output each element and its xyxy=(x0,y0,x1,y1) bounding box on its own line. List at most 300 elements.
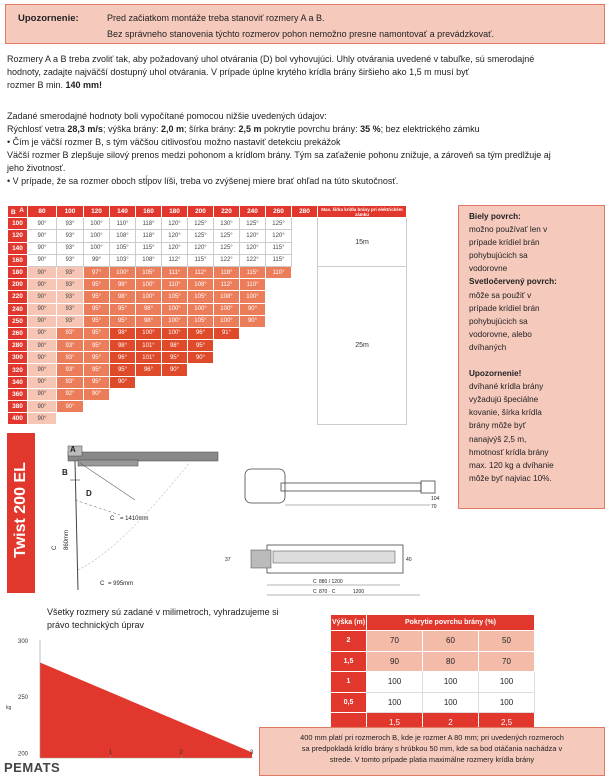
label-a: A xyxy=(70,445,76,454)
col-header: 120 xyxy=(84,206,110,218)
intro-line-3a: rozmer B min. xyxy=(7,80,66,90)
side-line: vyžadujú špeciálne xyxy=(469,395,539,405)
angle-cell: 100° xyxy=(162,315,188,327)
spec-text xyxy=(7,110,605,188)
side-line: nanajvýš 2,5 m, xyxy=(469,434,527,444)
chart-y-label: kg xyxy=(6,705,12,711)
spec-line-1: Zadané smerodajné hodnoty boli vypočítané pomocou nižšie uvedených údajov: xyxy=(7,111,327,121)
angle-cell: 93° xyxy=(57,327,84,339)
angle-cell xyxy=(188,376,214,388)
angle-cell: 105° xyxy=(188,291,214,303)
angle-cell: 90° xyxy=(110,376,136,388)
angle-cell: 90° xyxy=(28,242,57,254)
col-header: 100 xyxy=(57,206,84,218)
angle-cell: 90° xyxy=(28,340,57,352)
chart-x-tick: 3 xyxy=(250,750,254,756)
coverage-cell: 50 xyxy=(479,631,535,652)
angle-cell xyxy=(188,413,214,425)
row-header: 360 xyxy=(8,388,28,400)
notice-label: Upozornenie: xyxy=(18,13,79,24)
angle-cell: 100° xyxy=(136,327,162,339)
angle-cell: 120° xyxy=(240,242,266,254)
chart-x-tick: 2 xyxy=(179,750,183,756)
side-line: môže byť najviac 10%. xyxy=(469,473,552,483)
angle-cell: 90° xyxy=(28,315,57,327)
col-header: 140 xyxy=(110,206,136,218)
angle-cell xyxy=(136,401,162,413)
angle-cell: 101° xyxy=(136,340,162,352)
dim-c-1-val: = 1410mm xyxy=(120,516,149,522)
intro-line-1: Rozmery A a B treba zvoliť tak, aby požadovaný uhol otvárania (D) bol vyhovujúci. Uhly otvárania uvedené v tabuľke, sú smerodajné xyxy=(7,54,535,64)
angle-cell: 100° xyxy=(84,242,110,254)
label-b: B xyxy=(62,468,68,477)
angle-cell xyxy=(136,376,162,388)
angle-cell xyxy=(136,413,162,425)
angle-cell: 120° xyxy=(162,230,188,242)
angle-cell: 95° xyxy=(84,376,110,388)
row-header: 300 xyxy=(8,352,28,364)
angle-cell xyxy=(188,388,214,400)
notice-line-2: Bez správneho stanovenia týchto rozmerov pohon nemožno presne namontovať a prevádzkovať. xyxy=(107,29,494,39)
angle-cell: 95° xyxy=(84,315,110,327)
angle-cell: 108° xyxy=(136,254,162,266)
angle-cell: 100° xyxy=(214,315,240,327)
angle-cell: 99° xyxy=(84,254,110,266)
angle-cell: 90° xyxy=(28,327,57,339)
angle-cell: 100° xyxy=(162,303,188,315)
angle-cell: 103° xyxy=(110,254,136,266)
angle-cell: 108° xyxy=(188,279,214,291)
angle-cell xyxy=(266,352,292,364)
height-value: 1 xyxy=(331,672,367,693)
side-line: dvíhaných xyxy=(469,342,507,352)
angle-cell xyxy=(266,327,292,339)
angle-cell: 98° xyxy=(136,303,162,315)
angle-cell: 95° xyxy=(84,352,110,364)
col-header: 220 xyxy=(214,206,240,218)
angle-cell xyxy=(292,315,318,327)
notice-box xyxy=(5,4,605,44)
actuator-drawing xyxy=(225,455,457,603)
coverage-row xyxy=(331,692,535,713)
angle-cell: 100° xyxy=(188,303,214,315)
angle-cell: 97° xyxy=(84,266,110,278)
col-header: 200 xyxy=(188,206,214,218)
note-line-1: Všetky rozmery sú zadané v milimetroch, vyhradzujeme si xyxy=(47,607,279,617)
angle-cell: 90° xyxy=(28,230,57,242)
intro-line-3 xyxy=(7,79,597,92)
row-header: 100 xyxy=(8,218,28,230)
angle-cell: 90° xyxy=(28,401,57,413)
angle-cell: 90° xyxy=(28,413,57,425)
angle-cell xyxy=(240,413,266,425)
angle-cell: 120° xyxy=(240,230,266,242)
angle-cell: 100° xyxy=(136,279,162,291)
spec-2d: 2,0 m xyxy=(160,124,184,134)
angle-cell: 90° xyxy=(162,364,188,376)
row-header: 200 xyxy=(8,279,28,291)
angle-cell: 115° xyxy=(188,254,214,266)
coverage-cell: 2,5 xyxy=(479,713,535,734)
spec-2i: ; bez elektrického zámku xyxy=(380,124,480,134)
angle-cell xyxy=(292,303,318,315)
angle-cell xyxy=(292,364,318,376)
side-line: vodorovne xyxy=(469,264,508,274)
angle-cell: 108° xyxy=(214,291,240,303)
angle-cell: 118° xyxy=(214,266,240,278)
angle-cell xyxy=(136,388,162,400)
angle-cell xyxy=(266,376,292,388)
intro-text xyxy=(7,53,597,92)
angle-cell xyxy=(292,352,318,364)
angle-cell xyxy=(292,266,318,278)
angle-cell xyxy=(266,291,292,303)
coverage-table xyxy=(330,614,535,734)
angle-cell xyxy=(188,364,214,376)
side-line: max. 120 kg a dvíhanie xyxy=(469,460,554,470)
coverage-row xyxy=(331,631,535,652)
angle-cell: 98° xyxy=(162,340,188,352)
angle-cell: 125° xyxy=(266,218,292,230)
side-line: kovanie, šírka krídla xyxy=(469,408,542,418)
angle-cell: 100° xyxy=(136,291,162,303)
angle-cell: 95° xyxy=(188,340,214,352)
angle-cell: 105° xyxy=(162,291,188,303)
side-line: brány môže byť xyxy=(469,421,526,431)
angle-cell: 95° xyxy=(110,315,136,327)
angle-cell xyxy=(266,315,292,327)
col-header: 160 xyxy=(136,206,162,218)
angle-cell: 90° xyxy=(28,388,57,400)
angle-cell xyxy=(162,376,188,388)
dim-c-1: C xyxy=(110,516,115,522)
angle-cell: 95° xyxy=(84,327,110,339)
note-text xyxy=(47,606,317,632)
angle-cell xyxy=(292,401,318,413)
angle-cell: 100° xyxy=(162,327,188,339)
angle-cell: 130° xyxy=(214,218,240,230)
angle-cell: 100° xyxy=(84,218,110,230)
row-header: 140 xyxy=(8,242,28,254)
dim-c-2-val: 860mm xyxy=(64,529,70,550)
angle-cell xyxy=(214,401,240,413)
angle-cell: 122° xyxy=(240,254,266,266)
angle-cell: 98° xyxy=(136,315,162,327)
angle-cell: 120° xyxy=(162,218,188,230)
col-header: 260 xyxy=(266,206,292,218)
max-width-15m: 15m xyxy=(318,218,407,267)
spec-2f: 2,5 m xyxy=(238,124,262,134)
col-header: 180 xyxy=(162,206,188,218)
dim-70: 70 xyxy=(431,504,437,510)
intro-line-2: hodnoty, zadajte najväčší dostupný uhol otvárania. V prípade úplne krytého krídla brány širšieho ako 1,5 m musí byť xyxy=(7,67,469,77)
angle-cell: 90° xyxy=(28,291,57,303)
product-name-bar xyxy=(7,433,35,593)
corner-a: A xyxy=(19,207,24,214)
dim-c-total-val: 870 · C xyxy=(319,589,336,595)
angle-cell xyxy=(240,340,266,352)
angle-cell: 98° xyxy=(110,340,136,352)
coverage-cell: 60 xyxy=(423,631,479,652)
chart-area xyxy=(40,662,252,758)
side-line: môže sa použiť v xyxy=(469,290,532,300)
dim-c-3: C xyxy=(100,581,105,587)
coverage-cell: 100 xyxy=(367,692,423,713)
angle-cell: 98° xyxy=(110,327,136,339)
angle-cell xyxy=(214,364,240,376)
angle-cell: 112° xyxy=(188,266,214,278)
angle-table xyxy=(7,205,407,425)
angle-cell: 90° xyxy=(57,401,84,413)
angle-cell: 110° xyxy=(110,218,136,230)
angle-cell: 93° xyxy=(57,303,84,315)
spec-2c: ; výška brány: xyxy=(102,124,161,134)
angle-cell: 95° xyxy=(162,352,188,364)
angle-cell xyxy=(162,401,188,413)
coverage-cell: 1,5 xyxy=(367,713,423,734)
row-header: 220 xyxy=(8,291,28,303)
angle-cell: 115° xyxy=(266,242,292,254)
coverage-header: Pokrytie povrchu brány (%) xyxy=(367,615,535,631)
coverage-cell: 100 xyxy=(479,672,535,693)
height-value: 1,5 xyxy=(331,651,367,672)
angle-cell: 112° xyxy=(214,279,240,291)
angle-cell: 101° xyxy=(136,352,162,364)
angle-cell xyxy=(292,254,318,266)
row-header: 260 xyxy=(8,327,28,339)
angle-cell: 95° xyxy=(84,303,110,315)
dim-c-stroke: C xyxy=(313,579,317,585)
row-header: 340 xyxy=(8,376,28,388)
angle-cell: 115° xyxy=(266,254,292,266)
angle-cell: 110° xyxy=(162,279,188,291)
note-line-2: právo technických úprav xyxy=(47,620,145,630)
row-header: 120 xyxy=(8,230,28,242)
coverage-cell: 70 xyxy=(479,651,535,672)
warning-text xyxy=(469,380,594,485)
height-value: 2 xyxy=(331,631,367,652)
light-red-surface-text xyxy=(469,289,594,354)
angle-cell xyxy=(110,413,136,425)
coverage-cell: 100 xyxy=(423,692,479,713)
angle-cell xyxy=(240,388,266,400)
angle-cell xyxy=(214,413,240,425)
angle-cell: 90° xyxy=(28,218,57,230)
side-line: dvíhané krídla brány xyxy=(469,382,544,392)
row-header: 400 xyxy=(8,413,28,425)
angle-cell: 122° xyxy=(214,254,240,266)
dim-c-total-val2: 1200 xyxy=(353,589,365,595)
angle-cell xyxy=(188,401,214,413)
side-line: prípade krídiel brán xyxy=(469,238,540,248)
angle-cell xyxy=(214,340,240,352)
angle-cell: 90° xyxy=(188,352,214,364)
angle-cell: 105° xyxy=(188,315,214,327)
dim-37: 37 xyxy=(225,557,231,563)
height-header: Výška (m) xyxy=(331,615,367,631)
angle-cell: 95° xyxy=(84,340,110,352)
angle-cell xyxy=(292,327,318,339)
angle-cell: 100° xyxy=(240,291,266,303)
angle-cell xyxy=(292,279,318,291)
angle-cell: 105° xyxy=(136,266,162,278)
warning-heading: Upozornenie! xyxy=(469,369,522,379)
notice-line-1: Pred začiatkom montáže treba stanoviť rozmery A a B. xyxy=(107,13,325,23)
surface-info-box xyxy=(458,205,605,509)
angle-cell: 91° xyxy=(214,327,240,339)
spec-2e: ; šírka brány: xyxy=(183,124,239,134)
spec-line-3: • Čím je väčší rozmer B, s tým väčšou citlivosťou možno nastaviť detekciu prekážok xyxy=(7,137,341,147)
spec-line-4: Väčší rozmer B zlepšuje silový prenos medzi pohonom a krídlom brány. Tým sa zaťaženie pohonu znižuje, a zároveň sa tým predlžuje aj xyxy=(7,150,551,160)
side-line: pohybujúcich sa xyxy=(469,316,528,326)
light-red-surface-heading: Svetločervený povrch: xyxy=(469,277,557,287)
angle-cell: 120° xyxy=(266,230,292,242)
angle-cell xyxy=(266,303,292,315)
angle-cell xyxy=(240,401,266,413)
footnote-line-3: strede. V tomto prípade platia maximálne rozmery krídla brány xyxy=(329,755,535,764)
angle-cell: 93° xyxy=(57,352,84,364)
spec-2a: Rýchlosť vetra xyxy=(7,124,68,134)
angle-cell: 112° xyxy=(162,254,188,266)
angle-cell: 90° xyxy=(28,254,57,266)
chart-y-tick: 250 xyxy=(18,695,29,702)
angle-cell xyxy=(214,388,240,400)
angle-cell: 93° xyxy=(57,315,84,327)
footnote-box xyxy=(259,727,605,776)
angle-cell xyxy=(240,376,266,388)
row-header: 160 xyxy=(8,254,28,266)
angle-cell: 95° xyxy=(84,291,110,303)
label-d: D xyxy=(86,489,92,498)
angle-cell: 95° xyxy=(110,303,136,315)
angle-cell xyxy=(266,388,292,400)
angle-cell: 125° xyxy=(188,230,214,242)
angle-cell: 105° xyxy=(110,242,136,254)
angle-cell: 93° xyxy=(57,376,84,388)
angle-cell xyxy=(110,388,136,400)
angle-cell: 90° xyxy=(28,279,57,291)
chart-x-tick: 1 xyxy=(108,750,113,756)
side-line: hmotnosť krídla brány xyxy=(469,447,549,457)
angle-cell: 93° xyxy=(57,218,84,230)
row-header: 320 xyxy=(8,364,28,376)
angle-cell: 100° xyxy=(214,303,240,315)
angle-cell xyxy=(266,401,292,413)
white-surface-heading: Biely povrch: xyxy=(469,212,521,221)
angle-cell: 111° xyxy=(162,266,188,278)
table-row xyxy=(8,266,407,278)
angle-cell: 93° xyxy=(57,291,84,303)
side-line: pohybujúcich sa xyxy=(469,251,528,261)
angle-cell: 120° xyxy=(162,242,188,254)
angle-cell xyxy=(292,230,318,242)
angle-cell: 90° xyxy=(28,352,57,364)
angle-cell xyxy=(240,352,266,364)
intro-line-3b: 140 mm! xyxy=(65,80,103,90)
coverage-cell: 80 xyxy=(423,651,479,672)
angle-cell: 115° xyxy=(240,266,266,278)
angle-cell: 125° xyxy=(188,218,214,230)
row-header: 280 xyxy=(8,340,28,352)
angle-cell: 118° xyxy=(136,218,162,230)
height-value: 0,5 xyxy=(331,692,367,713)
angle-cell xyxy=(266,364,292,376)
angle-cell xyxy=(292,340,318,352)
side-line: prípade krídiel brán xyxy=(469,303,540,313)
angle-cell xyxy=(57,413,84,425)
table-corner xyxy=(8,206,28,218)
row-header: 250 xyxy=(8,315,28,327)
angle-cell: 120° xyxy=(188,242,214,254)
angle-cell: 100° xyxy=(110,266,136,278)
max-width-25m: 25m xyxy=(318,266,407,424)
angle-cell xyxy=(292,218,318,230)
angle-cell: 108° xyxy=(110,230,136,242)
angle-cell: 95° xyxy=(84,364,110,376)
gate-top-view-drawing xyxy=(40,440,220,600)
side-line: vodorovne, alebo xyxy=(469,329,532,339)
coverage-cell: 100 xyxy=(479,692,535,713)
angle-cell xyxy=(214,376,240,388)
spec-line-6: • V prípade, že sa rozmer oboch stĺpov líši, treba vo zvýšenej miere brať ohľad na túto skutočnosť. xyxy=(7,176,399,186)
col-header: 240 xyxy=(240,206,266,218)
angle-cell xyxy=(240,327,266,339)
angle-cell: 100° xyxy=(84,230,110,242)
dim-40: 40 xyxy=(406,557,412,563)
row-header: 180 xyxy=(8,266,28,278)
spec-2g: pokrytie povrchu brány: xyxy=(261,124,361,134)
angle-cell: 96° xyxy=(136,364,162,376)
angle-cell xyxy=(84,401,110,413)
spec-line-2 xyxy=(7,123,605,136)
dim-c-3-val: = 995mm xyxy=(108,581,134,587)
angle-cell xyxy=(240,364,266,376)
angle-cell: 93° xyxy=(57,340,84,352)
coverage-cell: 90 xyxy=(367,651,423,672)
spec-2b: 28,3 m/s xyxy=(67,124,103,134)
coverage-cell: 2 xyxy=(423,713,479,734)
angle-cell: 125° xyxy=(240,218,266,230)
footnote-line-2: sa predpokladá krídlo brány s hrúbkou 50 mm, kde sa bod otáčania nachádza v xyxy=(301,744,563,753)
row-header: 240 xyxy=(8,303,28,315)
product-name: Twist 200 EL xyxy=(12,462,29,558)
angle-cell: 93° xyxy=(57,254,84,266)
coverage-header-row xyxy=(331,615,535,631)
dim-104: 104 xyxy=(431,496,440,502)
corner-b: B xyxy=(11,209,16,217)
angle-cell xyxy=(292,376,318,388)
row-header: 380 xyxy=(8,401,28,413)
angle-cell: 93° xyxy=(57,364,84,376)
chart-y-tick: 300 xyxy=(18,639,29,645)
angle-cell xyxy=(266,340,292,352)
angle-cell: 98° xyxy=(110,291,136,303)
angle-cell xyxy=(162,413,188,425)
angle-cell xyxy=(292,291,318,303)
angle-cell xyxy=(292,388,318,400)
dim-c-total: C xyxy=(313,589,317,595)
angle-cell: 93° xyxy=(57,230,84,242)
angle-cell: 90° xyxy=(84,388,110,400)
coverage-row xyxy=(331,672,535,693)
angle-cell: 95° xyxy=(84,279,110,291)
footnote-line-1: 400 mm platí pri rozmeroch B, kde je rozmer A 80 mm; pri uvedených rozmeroch xyxy=(300,733,564,742)
angle-cell xyxy=(292,413,318,425)
angle-cell: 118° xyxy=(136,230,162,242)
col-header: 80 xyxy=(28,206,57,218)
weight-chart xyxy=(0,632,258,760)
angle-cell: 95° xyxy=(110,364,136,376)
